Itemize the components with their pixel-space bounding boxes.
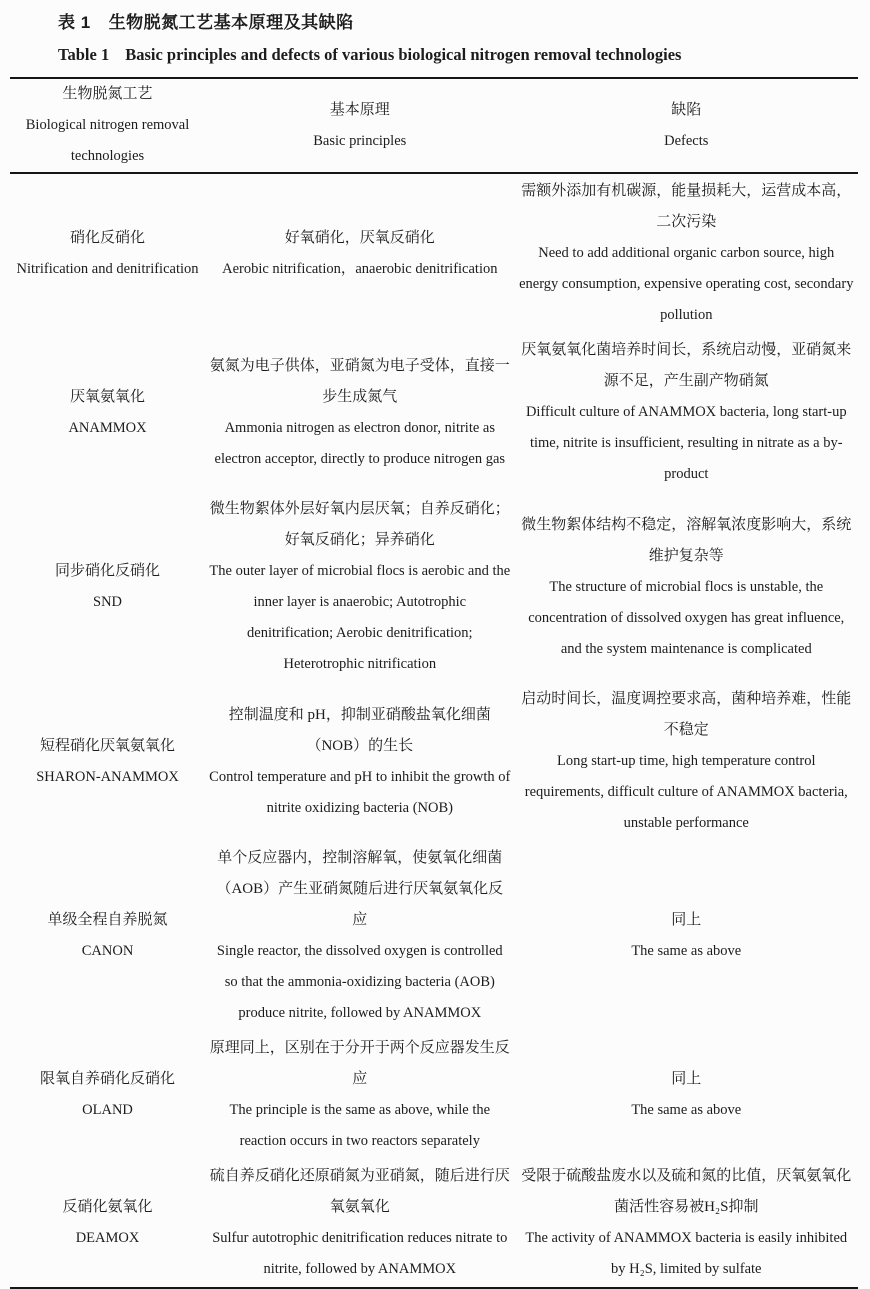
cell-principle	[205, 1031, 515, 1159]
principle-zh: 原理同上，区别在于分开于两个反应器发生反应	[209, 1040, 510, 1087]
cell-defect	[515, 841, 858, 1031]
defect-en: The same as above	[631, 1102, 742, 1118]
cell-defect	[515, 1159, 858, 1288]
table-title-en	[58, 42, 858, 68]
header-cell-technology	[10, 78, 205, 173]
cell-principle	[205, 492, 515, 682]
table-row-canon	[10, 841, 858, 1031]
table-row-nitrification-denitrification	[10, 173, 858, 333]
header-cell-defects	[515, 78, 858, 173]
principle-zh: 单个反应器内，控制溶解氧，使氨氧化细菌（AOB）产生亚硝氮随后进行厌氧氨氧化反应	[216, 850, 504, 928]
tech-zh: 单级全程自养脱氮	[47, 912, 168, 928]
cell-tech	[10, 682, 205, 841]
tech-zh: 硝化反硝化	[70, 229, 146, 246]
header-defects-zh: 缺陷	[671, 101, 702, 118]
cell-principle	[205, 333, 515, 492]
defect-en: Difficult culture of ANAMMOX bacteria, long start-up time, nitrite is insufficient, resulting in nitrate as a by-product	[525, 404, 847, 482]
tech-zh: 同步硝化反硝化	[55, 563, 161, 579]
tech-en: Nitrification and denitrification	[16, 260, 199, 277]
table-title-zh-label: 表 1	[58, 13, 91, 32]
principle-zh: 好氧硝化，厌氧反硝化	[284, 229, 435, 246]
table-title-zh-text: 生物脱氮工艺基本原理及其缺陷	[108, 13, 354, 32]
principle-en: Aerobic nitrification，anaerobic denitrification	[222, 260, 498, 277]
tech-zh: 限氧自养硝化反硝化	[40, 1071, 176, 1087]
cell-principle	[205, 841, 515, 1031]
defect-zh: 同上	[671, 912, 702, 928]
defect-en: The same as above	[631, 943, 742, 959]
tech-en: DEAMOX	[75, 1230, 140, 1246]
tech-zh: 短程硝化厌氧氨氧化	[40, 737, 176, 754]
cell-tech	[10, 1031, 205, 1159]
cell-defect	[515, 492, 858, 682]
tech-en: SND	[93, 594, 123, 610]
defect-en: Need to add additional organic carbon source, high energy consumption, expensive operating cost, secondary pollution	[519, 245, 854, 323]
header-principle-en: Basic principles	[313, 132, 407, 149]
cell-defect	[515, 333, 858, 492]
defect-en: Long start-up time, high temperature control requirements, difficult culture of ANAMMOX bacteria, unstable performance	[524, 753, 848, 831]
defect-zh: 启动时间长，温度调控要求高，菌种培养难，性能不稳定	[521, 691, 852, 738]
cell-principle	[205, 173, 515, 333]
defect-en: The activity of ANAMMOX bacteria is easily inhibited by H₂S, limited by sulfate	[525, 1230, 848, 1277]
header-defects-en: Defects	[664, 132, 709, 149]
table-title-en-label: Table 1	[58, 45, 110, 64]
header-principle-zh: 基本原理	[329, 101, 390, 118]
cell-tech	[10, 173, 205, 333]
principle-en: Single reactor, the dissolved oxygen is controlled so that the ammonia-oxidizing bacteria (AOB) produce nitrite, followed by ANAMMOX	[216, 943, 503, 1021]
table-row-sharon-anammox	[10, 682, 858, 841]
header-cell-principle	[205, 78, 515, 173]
defect-zh: 微生物絮体结构不稳定，溶解氧浓度影响大，系统维护复杂等	[521, 516, 852, 564]
principle-en: The outer layer of microbial flocs is aerobic and the inner layer is anaerobic; Autotrophic denitrification; Aerobic denitrification; Heterotrophic nitrification	[209, 563, 511, 672]
table-title-zh	[58, 10, 858, 36]
cell-principle	[205, 1159, 515, 1288]
nitrogen-removal-table	[10, 77, 858, 1289]
principle-en: Sulfur autotrophic denitrification reduces nitrate to nitrite, followed by ANAMMOX	[212, 1230, 508, 1277]
table-row-anammox	[10, 333, 858, 492]
tech-zh: 厌氧氨氧化	[70, 388, 146, 405]
defect-zh: 同上	[671, 1071, 702, 1087]
principle-zh: 控制温度和 pH，抑制亚硝酸盐氧化细菌（NOB）的生长	[228, 706, 491, 754]
cell-tech	[10, 492, 205, 682]
principle-en: Ammonia nitrogen as electron donor, nitrite as electron acceptor, directly to produce nitrogen gas	[214, 419, 506, 467]
defect-en: The structure of microbial flocs is unstable, the concentration of dissolved oxygen has great influence, and the system maintenance is complicated	[528, 578, 845, 657]
principle-en: Control temperature and pH to inhibit the growth of nitrite oxidizing bacteria (NOB)	[209, 768, 511, 816]
table-title-en-text: Basic principles and defects of various biological nitrogen removal technologies	[125, 45, 682, 64]
defect-zh: 受限于硫酸盐废水以及硫和氮的比值，厌氧氨氧化菌活性容易被H₂S抑制	[521, 1168, 852, 1215]
tech-en: ANAMMOX	[68, 419, 147, 436]
cell-defect	[515, 1031, 858, 1159]
cell-tech	[10, 333, 205, 492]
header-technology-en: Biological nitrogen removal technologies	[25, 117, 190, 164]
cell-principle	[205, 682, 515, 841]
defect-zh: 厌氧氨氧化菌培养时间长，系统启动慢，亚硝氮来源不足，产生副产物硝氮	[521, 342, 852, 389]
principle-zh: 硫自养反硝化还原硝氮为亚硝氮，随后进行厌氧氨氧化	[209, 1168, 510, 1215]
cell-tech	[10, 841, 205, 1031]
header-row	[10, 78, 858, 173]
tech-en: CANON	[81, 943, 134, 959]
cell-defect	[515, 173, 858, 333]
cell-defect	[515, 682, 858, 841]
header-technology-zh: 生物脱氮工艺	[62, 86, 153, 102]
principle-zh: 氨氮为电子供体，亚硝氮为电子受体，直接一步生成氮气	[209, 357, 510, 405]
tech-en: OLAND	[82, 1102, 133, 1118]
principle-en: The principle is the same as above, while the reaction occurs in two reactors separately	[229, 1102, 491, 1149]
principle-zh: 微生物絮体外层好氧内层厌氧；自养反硝化；好氧反硝化；异养硝化	[209, 501, 510, 548]
defect-zh: 需额外添加有机碳源，能量损耗大，运营成本高，二次污染	[521, 183, 852, 230]
table-row-oland	[10, 1031, 858, 1159]
table-row-deamox	[10, 1159, 858, 1288]
table-row-snd	[10, 492, 858, 682]
cell-tech	[10, 1159, 205, 1288]
tech-en: SHARON-ANAMMOX	[36, 768, 179, 785]
tech-zh: 反硝化氨氧化	[62, 1199, 153, 1215]
